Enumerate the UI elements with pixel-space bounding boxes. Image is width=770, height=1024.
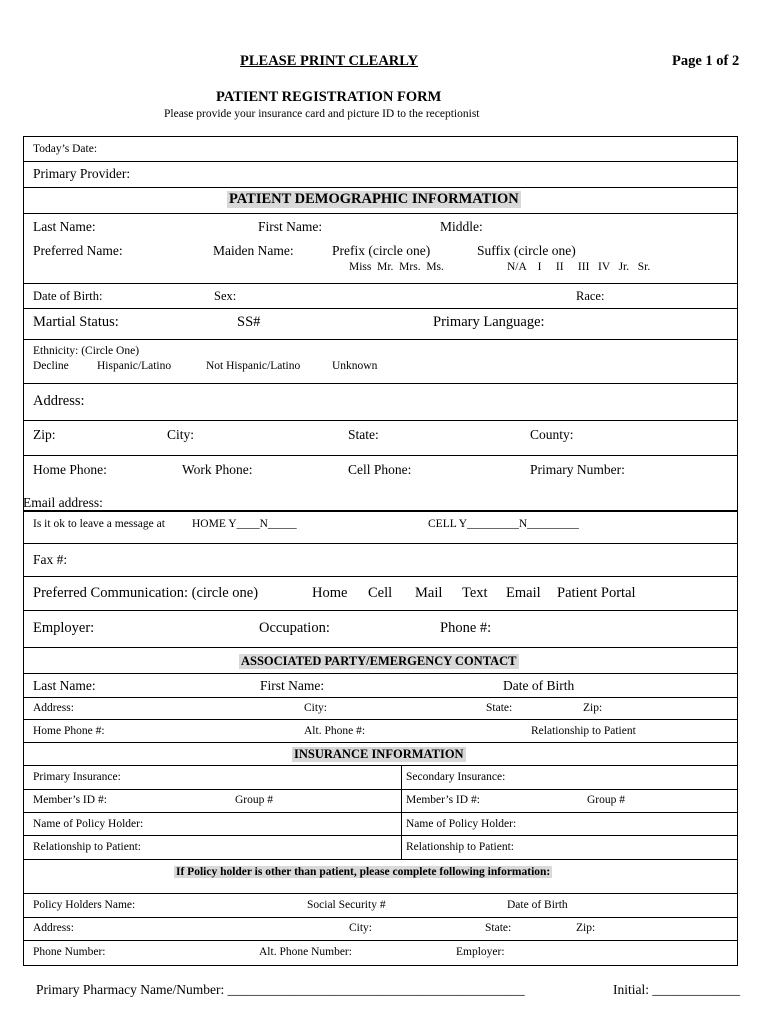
- demographic-heading: PATIENT DEMOGRAPHIC INFORMATION: [229, 191, 519, 207]
- email-label[interactable]: Email address:: [23, 495, 103, 510]
- rule: [23, 859, 738, 860]
- rule: [23, 835, 738, 836]
- preferred-communication-label: Preferred Communication: (circle one): [33, 585, 259, 601]
- secondary-member-id-label[interactable]: Member’s ID #:: [406, 794, 480, 806]
- primary-member-id-label[interactable]: Member’s ID #:: [33, 794, 107, 806]
- rule: [23, 543, 738, 544]
- rule: [23, 339, 738, 340]
- rule: [23, 610, 738, 611]
- rule: [23, 917, 738, 918]
- ph-city-label[interactable]: City:: [349, 922, 373, 934]
- primary-policy-holder-label[interactable]: Name of Policy Holder:: [33, 818, 144, 830]
- primary-relationship-label[interactable]: Relationship to Patient:: [33, 841, 141, 853]
- rule: [23, 765, 738, 766]
- home-phone-label[interactable]: Home Phone:: [33, 462, 107, 477]
- suffix-options[interactable]: N/A I II III IV Jr. Sr.: [507, 261, 651, 273]
- preferred-name-label[interactable]: Preferred Name:: [33, 243, 123, 258]
- rule: [23, 742, 738, 743]
- fax-label[interactable]: Fax #:: [33, 552, 68, 567]
- rule: [23, 283, 738, 284]
- county-label[interactable]: County:: [530, 427, 574, 442]
- address-label[interactable]: Address:: [33, 393, 85, 409]
- race-label[interactable]: Race:: [576, 289, 605, 303]
- ph-address-label[interactable]: Address:: [33, 922, 74, 934]
- zip-label[interactable]: Zip:: [33, 427, 56, 442]
- frame-left-border-bottom: [23, 512, 24, 965]
- ec-alt-phone-label[interactable]: Alt. Phone #:: [304, 725, 366, 737]
- city-label[interactable]: City:: [167, 427, 195, 442]
- maiden-name-label[interactable]: Maiden Name:: [213, 243, 294, 258]
- comm-option-cell[interactable]: Cell: [368, 585, 393, 601]
- rule: [23, 812, 738, 813]
- ec-home-phone-label[interactable]: Home Phone #:: [33, 725, 105, 737]
- rule: [23, 697, 738, 698]
- cell-phone-label[interactable]: Cell Phone:: [348, 462, 412, 477]
- comm-option-text[interactable]: Text: [462, 585, 488, 601]
- ph-ssn-label[interactable]: Social Security #: [307, 899, 386, 911]
- ec-dob-label[interactable]: Date of Birth: [503, 678, 575, 693]
- prefix-options[interactable]: Miss Mr. Mrs. Ms.: [349, 261, 444, 273]
- ph-employer-label[interactable]: Employer:: [456, 946, 505, 958]
- primary-language-label[interactable]: Primary Language:: [433, 314, 545, 330]
- ec-last-name-label[interactable]: Last Name:: [33, 678, 96, 693]
- comm-option-email[interactable]: Email: [506, 585, 541, 601]
- ph-name-label[interactable]: Policy Holders Name:: [33, 899, 136, 911]
- ec-zip-label[interactable]: Zip:: [583, 702, 603, 714]
- rule: [23, 455, 738, 456]
- ec-address-label[interactable]: Address:: [33, 702, 74, 714]
- primary-number-label[interactable]: Primary Number:: [530, 462, 625, 477]
- first-name-label[interactable]: First Name:: [258, 219, 323, 234]
- ec-city-label[interactable]: City:: [304, 702, 328, 714]
- ss-label[interactable]: SS#: [237, 314, 261, 330]
- ec-state-label[interactable]: State:: [486, 702, 513, 714]
- home-message-yn[interactable]: HOME Y____N_____: [192, 518, 297, 530]
- rule: [23, 789, 738, 790]
- rule: [23, 719, 738, 720]
- print-clearly-heading: PLEASE PRINT CLEARLY: [240, 53, 419, 69]
- ph-alt-phone-label[interactable]: Alt. Phone Number:: [259, 946, 352, 958]
- rule: [23, 893, 738, 894]
- ethnicity-option-decline[interactable]: Decline: [33, 360, 69, 372]
- rule: [23, 187, 738, 188]
- sex-label[interactable]: Sex:: [214, 289, 237, 303]
- rule: [23, 420, 738, 421]
- rule: [23, 161, 738, 162]
- rule-thick: [23, 510, 738, 512]
- last-name-label[interactable]: Last Name:: [33, 219, 96, 234]
- policy-holder-other-heading: If Policy holder is other than patient, please complete following information:: [176, 866, 551, 878]
- ethnicity-option-hispanic[interactable]: Hispanic/Latino: [97, 360, 172, 372]
- dob-label[interactable]: Date of Birth:: [33, 289, 103, 303]
- ph-phone-label[interactable]: Phone Number:: [33, 946, 106, 958]
- leave-message-label: Is it ok to leave a message at: [33, 518, 165, 530]
- todays-date-label[interactable]: Today’s Date:: [33, 143, 98, 155]
- primary-provider-label[interactable]: Primary Provider:: [33, 166, 131, 181]
- secondary-policy-holder-label[interactable]: Name of Policy Holder:: [406, 818, 517, 830]
- secondary-insurance-label[interactable]: Secondary Insurance:: [406, 771, 506, 783]
- ethnicity-option-not-hispanic[interactable]: Not Hispanic/Latino: [206, 360, 301, 372]
- primary-insurance-label[interactable]: Primary Insurance:: [33, 771, 121, 783]
- secondary-relationship-label[interactable]: Relationship to Patient:: [406, 841, 514, 853]
- comm-option-mail[interactable]: Mail: [415, 585, 443, 601]
- middle-name-label[interactable]: Middle:: [440, 219, 483, 234]
- cell-message-yn[interactable]: CELL Y_________N_________: [428, 518, 579, 530]
- primary-pharmacy-label[interactable]: Primary Pharmacy Name/Number: ____________________________________________: [36, 982, 525, 997]
- occupation-label[interactable]: Occupation:: [259, 620, 330, 636]
- ethnicity-option-unknown[interactable]: Unknown: [332, 360, 378, 372]
- rule: [23, 940, 738, 941]
- ph-state-label[interactable]: State:: [485, 922, 512, 934]
- secondary-group-label[interactable]: Group #: [587, 794, 626, 806]
- ec-relationship-label[interactable]: Relationship to Patient: [531, 725, 636, 737]
- rule: [23, 383, 738, 384]
- prefix-label: Prefix (circle one): [332, 243, 431, 258]
- ethnicity-label: Ethnicity: (Circle One): [33, 345, 140, 357]
- comm-option-home[interactable]: Home: [312, 585, 348, 601]
- form-subtitle: Please provide your insurance card and picture ID to the receptionist: [164, 108, 480, 120]
- ph-zip-label[interactable]: Zip:: [576, 922, 596, 934]
- rule: [23, 308, 738, 309]
- rule: [23, 647, 738, 648]
- rule: [23, 213, 738, 214]
- page-number: Page 1 of 2: [672, 53, 740, 69]
- primary-group-label[interactable]: Group #: [235, 794, 274, 806]
- employer-phone-label[interactable]: Phone #:: [440, 620, 492, 636]
- rule: [23, 673, 738, 674]
- form-title: PATIENT REGISTRATION FORM: [216, 89, 442, 105]
- insurance-heading: INSURANCE INFORMATION: [294, 747, 464, 761]
- work-phone-label[interactable]: Work Phone:: [182, 462, 253, 477]
- insurance-column-divider: [401, 765, 402, 859]
- ph-dob-label[interactable]: Date of Birth: [507, 899, 568, 911]
- comm-option-patient-portal[interactable]: Patient Portal: [557, 585, 636, 601]
- ec-first-name-label[interactable]: First Name:: [260, 678, 325, 693]
- marital-status-label[interactable]: Martial Status:: [33, 314, 119, 330]
- suffix-label: Suffix (circle one): [477, 243, 576, 258]
- initial-label[interactable]: Initial: _____________: [613, 982, 741, 997]
- emergency-heading: ASSOCIATED PARTY/EMERGENCY CONTACT: [241, 654, 517, 668]
- rule: [23, 576, 738, 577]
- employer-label[interactable]: Employer:: [33, 620, 95, 636]
- state-label[interactable]: State:: [348, 427, 379, 442]
